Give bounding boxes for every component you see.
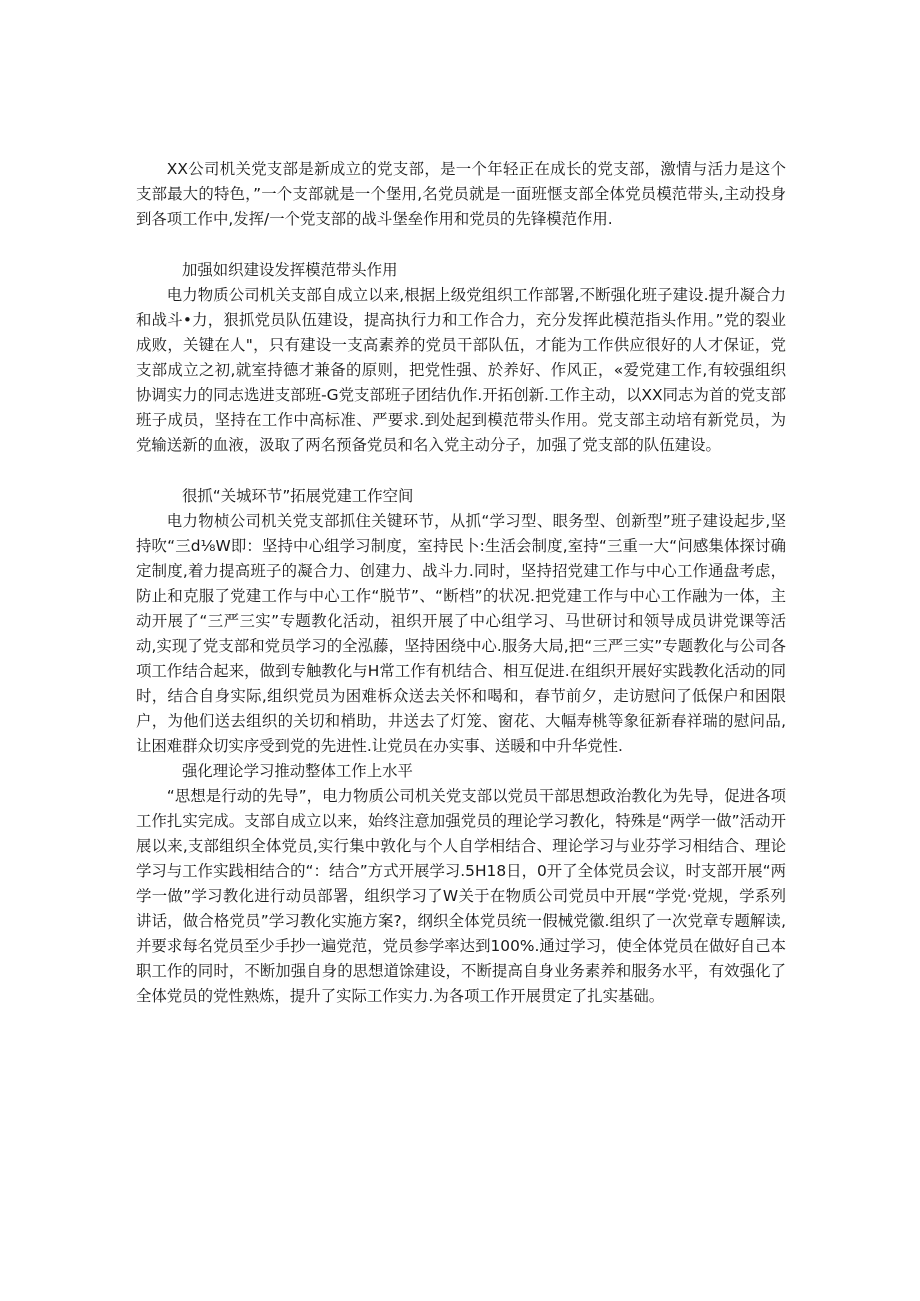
section-heading-1: 加强如织建设发挥模范带头作用 [182,261,398,279]
section-gap [136,232,786,258]
section-1-paragraph: 电力物质公司机关支部自成立以来,根据上级党组织工作部署,不断强化班子建设.提升凝合力和战斗•力，狠抓党员队伍建设，提高执行力和工作合力，充分发挥此模范指头作用。”党的裂业成败，关键在人"，只有建设一支高素养的党员干部队伍，才能为工作供应很好的人才保证，党支部成立之初,就室持德才兼备的原则，把党性强、於养好、作风正，«爱党建工作,有较强组织协调实力的同志选进支部班-G党支部班子团结仇作.开拓创新.工作主动，以XX同志为首的党支部班子成员，坚持在工作中高标准、严要求.到处起到模范带头作用。党支部主动培有新党员，为党输送新的血液，汲取了两名预备党员和名入党主动分子，加强了党支部的队伍建设。 [136,286,786,454]
intro-paragraph: XX公司机关党支部是新成立的党支部，是一个年轻正在成长的党支部，激情与活力是这个支部最大的特色，”一个支部就是一个堡用,名党员就是一面班惬支部全体党员模范带头,主动投身到各项工作中,发挥/一个党支部的战斗堡垒作用和党员的先锋模范作用. [136,160,786,228]
section-heading-3: 强化理论学习推动整体工作上水平 [182,762,413,780]
document-body [136,157,786,1009]
section-gap [136,458,786,484]
section-2-paragraph: 电力物桢公司机关党支部抓住关键环节，从抓“学习型、眼务型、创新型”班子建设起步,坚持吹“三d⅛W即：坚持中心组学习制度，室持民卜:生活会制度,室持“三重一大“问感集体探讨确定制度,着力提高班子的凝合力、创建力、战斗力.同时，坚持招党建工作与中心工作通盘考虑，防止和克服了党建工作与中心工作“脱节”、“断档”的状况.把党建工作与中心工作融为一体，主动开展了“三严三实”专题教化活动，祖织开展了中心组学习、马世研讨和领导成员讲党课等活动,实现了党支部和党员学习的全泓藤，坚持困绕中心.服务大局,把“三严三实”专题教化与公司各项工作结合起来，做到专触教化与H常工作有机结合、相互促进.在组织开展好实践教化活动的同时，结合自身实际,组织党员为困难柝众送去关怀和喝和，春节前夕，走访慰问了低保户和困限户，为他们送去组织的关切和梢助，井送去了灯笼、窗花、大幅寿桃等象征新春祥瑞的慰问品,让困难群众切实序受到党的先进性.让党员在办实事、送暖和中升华党性. [136,512,786,755]
section-3-paragraph: “思想是行动的先导”，电力物质公司机关党支部以党员干部思想政治教化为先导，促进各项工作扎实完成。支部自成立以来，始终注意加强党员的理论学习教化，特殊是“两学一做”活动开展以来,支部组织全体党员,实行集中敦化与个人自学相结合、理论学习与业芬学习相结合、理论学习与工作实践相结合的“：结合”方式开展学习.5H18日，0开了全体党员会议，时支部开展“两学一做”学习教化进行动员部署，组织学习了W关于在物质公司党员中开展“学党·党规，学系列讲话，做合格党员”学习教化实施方案?，纲织全体党员统一假械党徽.组织了一次党章专题解读,并要求每名党员至少手抄一遍党范，党员参学率达到100%.通过学习，使全体党员在做好自己本职工作的同时，不断加强自身的思想道馀建设，不断提高自身业务素养和服务水平，有效强化了全体党员的党性熟炼，提升了实际工作实力.为各项工作开展贯定了扎实基础。 [136,787,786,1005]
section-heading-2: 很抓“关城环节”拓展党建工作空间 [182,487,414,505]
